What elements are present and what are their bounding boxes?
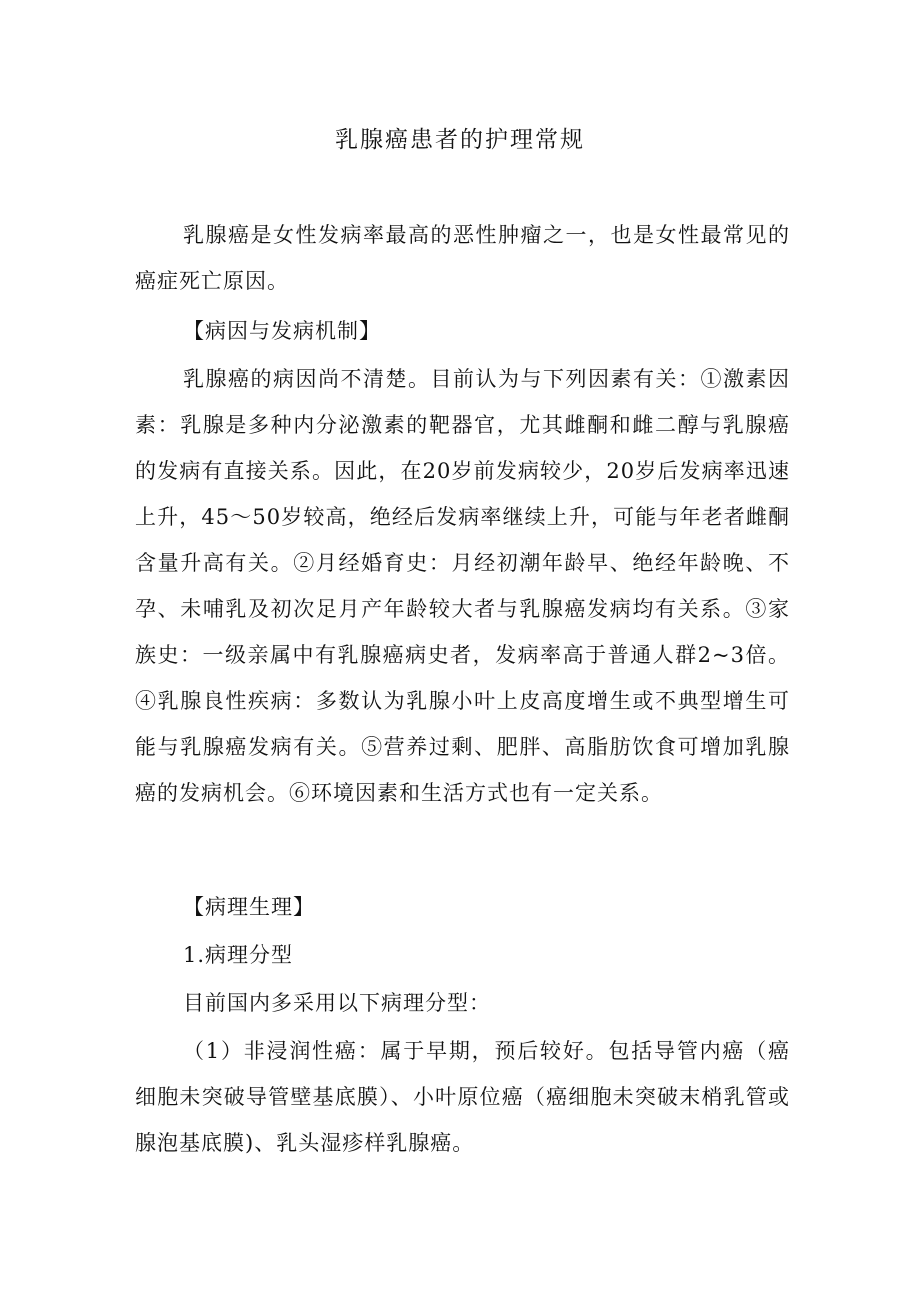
etiology-paragraph: 乳腺癌的病因尚不清楚。目前认为与下列因素有关：①激素因素：乳腺是多种内分泌激素的靶器官，尤其雌酮和雌二醇与乳腺癌的发病有直接关系。因此，在20岁前发病较少，20岁后发病率迅速上升，45～50岁较高，绝经后发病率继续上升，可能与年老者雌酮含量升高有关。②月经婚育史：月经初潮年龄早、绝经年龄晚、不孕、未哺乳及初次足月产年龄较大者与乳腺癌发病均有关系。③家族史：一级亲属中有乳腺癌病史者，发病率高于普通人群2~3倍。④乳腺良性疾病：多数认为乳腺小叶上皮高度增生或不典型增生可能与乳腺癌发病有关。⑤营养过剩、肥胖、高脂肪饮食可增加乳腺癌的发病机会。⑥环境因素和生活方式也有一定关系。 xyxy=(135,367,790,805)
section-heading-etiology: 【病因与发病机制】 xyxy=(183,319,381,343)
pathology-item-1: （1）非浸润性癌：属于早期，预后较好。包括导管内癌（癌细胞未突破导管壁基底膜）、小叶原位癌（癌细胞未突破末梢乳管或腺泡基底膜)、乳头湿疹样乳腺癌。 xyxy=(135,1039,790,1155)
subheading-pathology-types: 1.病理分型 xyxy=(183,943,294,967)
document-title: 乳腺癌患者的护理常规 xyxy=(335,127,585,153)
section-heading-pathophysiology: 【病理生理】 xyxy=(183,895,315,919)
pathology-lead-text: 目前国内多采用以下病理分型： xyxy=(183,991,491,1015)
intro-paragraph: 乳腺癌是女性发病率最高的恶性肿瘤之一，也是女性最常见的癌症死亡原因。 xyxy=(135,223,790,293)
